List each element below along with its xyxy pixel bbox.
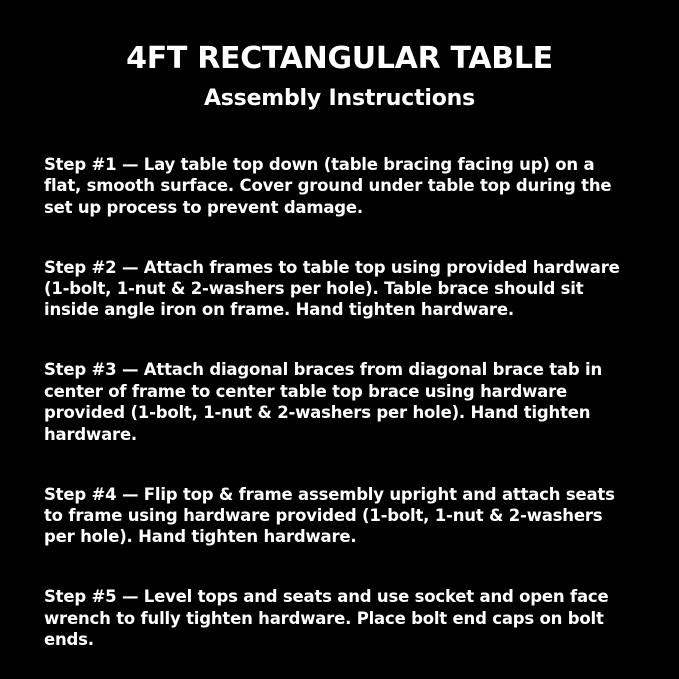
list-item: Step #3 — Attach diagonal braces from diagonal brace tab in center of frame to center table top brace using hardware provided (1-bolt, 1-nut & 2-washers per hole). Hand tighten hardware.: [44, 360, 603, 444]
page-title: 4FT RECTANGULAR TABLE: [126, 41, 553, 76]
steps-list: [40, 137, 639, 651]
list-item: Step #5 — Level tops and seats and use socket and open face wrench to fully tighten hardware. Place bolt end caps on bolt ends.: [44, 587, 609, 650]
list-item: Step #4 — Flip top & frame assembly upright and attach seats to frame using hardware provided (1-bolt, 1-nut & 2-washers per hole). Hand tighten hardware.: [44, 484, 615, 547]
page-subtitle: Assembly Instructions: [203, 86, 476, 111]
list-item: Step #1 — Lay table top down (table bracing facing up) on a flat, smooth surface. Cover ground under table top during the set up process to prevent damage.: [44, 154, 612, 217]
list-item: Step #2 — Attach frames to table top using provided hardware (1-bolt, 1-nut & 2-washers per hole). Table brace should sit inside angle iron on frame. Hand tighten hardware.: [44, 257, 620, 320]
